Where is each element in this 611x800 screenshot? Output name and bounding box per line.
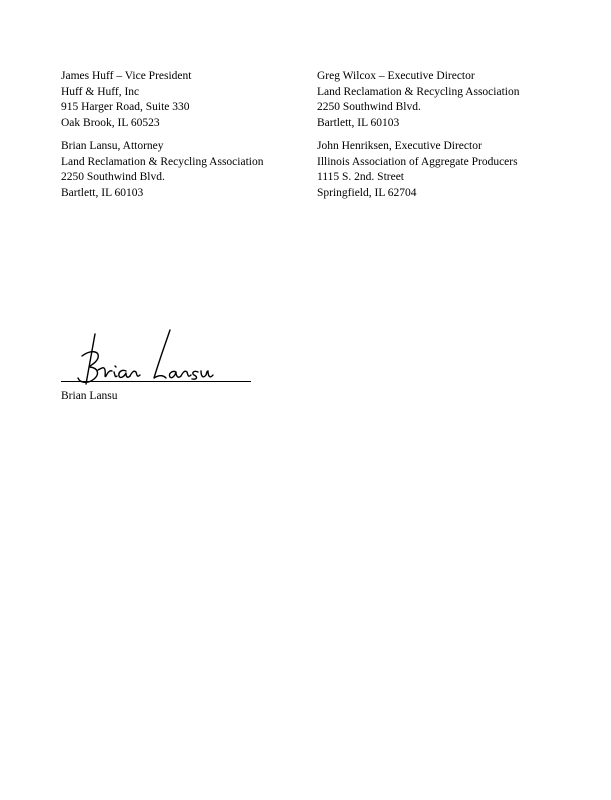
recipient-organization: Land Reclamation & Recycling Association	[317, 85, 520, 98]
recipient-name-title: Greg Wilcox – Executive Director	[317, 70, 475, 82]
address-block-james-huff	[61, 69, 301, 131]
recipient-city-state-zip: Bartlett, IL 60103	[317, 116, 400, 129]
recipient-name-title: Brian Lansu, Attorney	[61, 140, 164, 152]
recipient-organization: Land Reclamation & Recycling Association	[61, 155, 264, 168]
recipient-city-state-zip: Bartlett, IL 60103	[61, 186, 144, 199]
address-block-john-henriksen	[317, 139, 557, 201]
recipient-organization: Huff & Huff, Inc	[61, 85, 140, 98]
recipient-name-title: James Huff – Vice President	[61, 70, 192, 82]
recipient-street: 2250 Southwind Blvd.	[317, 101, 421, 113]
recipient-street: 915 Harger Road, Suite 330	[61, 101, 190, 113]
handwritten-signature	[60, 326, 255, 388]
recipient-organization: Illinois Association of Aggregate Producers	[317, 155, 518, 168]
recipient-city-state-zip: Oak Brook, IL 60523	[61, 116, 160, 129]
recipient-street: 1115 S. 2nd. Street	[317, 171, 404, 183]
signature-line	[61, 381, 251, 382]
address-block-greg-wilcox	[317, 69, 557, 131]
recipient-city-state-zip: Springfield, IL 62704	[317, 186, 417, 199]
recipient-name-title: John Henriksen, Executive Director	[317, 140, 482, 152]
signer-name: Brian Lansu	[61, 390, 118, 402]
recipient-street: 2250 Southwind Blvd.	[61, 171, 165, 183]
address-block-brian-lansu	[61, 139, 301, 201]
